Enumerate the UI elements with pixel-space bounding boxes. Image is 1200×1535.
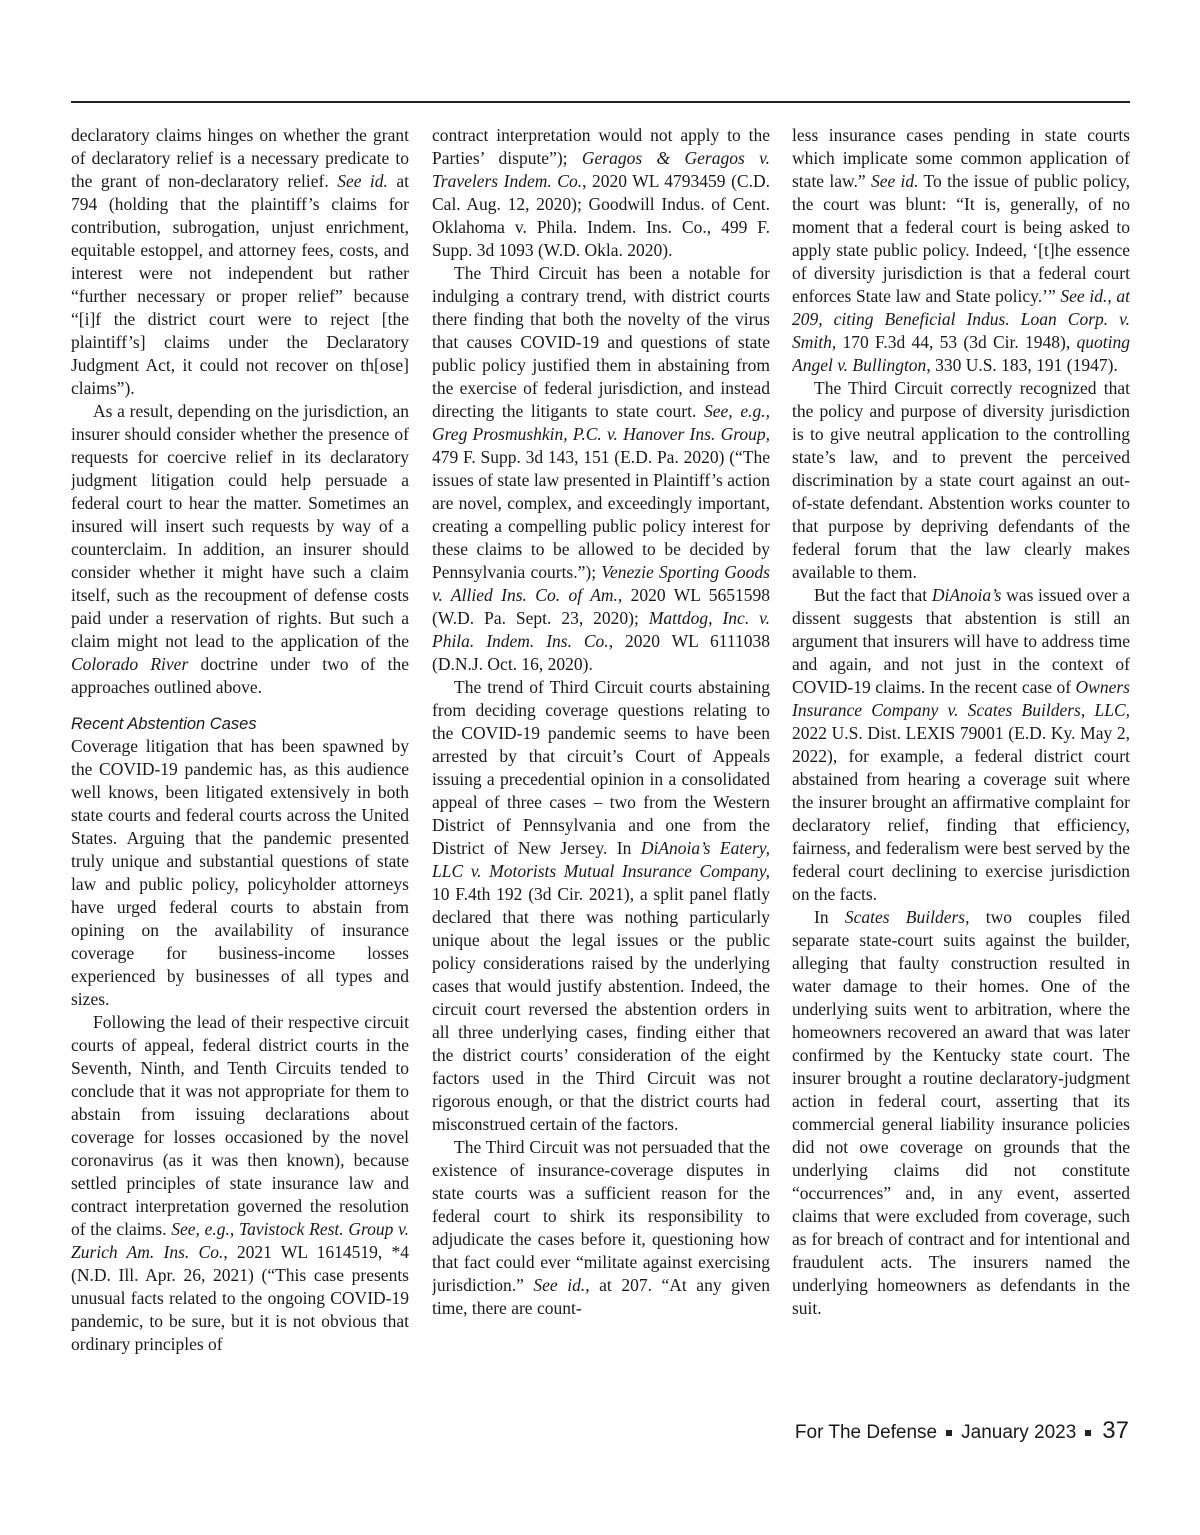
text-run: But the fact that	[814, 585, 932, 605]
citation-text: Mattdog, Inc. v. Phila. Indem. Ins. Co.	[432, 608, 770, 651]
paragraph	[792, 906, 1130, 1320]
text-run: As a result, depending on the jurisdiction, an insurer should consider whether the presence of requests for coercive relief in its declaratory judgment litigation could help persuade a federal court to hear the matter. Sometimes an insured will insert such requests by way of a counterclaim. In addition, an insurer should consider whether it might have such a claim itself, such as the recoupment of defense costs paid under a reservation of rights. But such a claim might not lead to the application of the	[71, 401, 409, 651]
paragraph	[71, 735, 409, 1011]
text-run: at 794 (holding that the plaintiff’s claims for contribution, subrogation, unjust enrichment, equitable estoppel, and attorney fees, costs, and interest were not independent but rather “further necessary or proper relief” because “[i]f the district court were to reject [the plaintiff’s] claims under the Declaratory Judgment Act, it could not recover on th[ose] claims”).	[71, 171, 409, 398]
text-run: The Third Circuit correctly recognized that the policy and purpose of diversity jurisdiction is to give neutral application to the controlling state’s law, and to prevent the perceived discrimination by a state court against an out-of-state defendant. Abstention works counter to that purpose by depriving defendants of the federal forum that the law clearly makes available to them.	[792, 378, 1130, 582]
paragraph	[432, 262, 770, 676]
paragraph	[792, 584, 1130, 906]
text-run: Following the lead of their respective circuit courts of appeal, federal district courts in the Seventh, Ninth, and Tenth Circuits tended to conclude that it was not appropriate for them to abstain from issuing declarations about coverage for losses occasioned by the novel coronavirus (as it was then known), because settled principles of state insurance law and contract interpretation governed the resolution of the claims.	[71, 1012, 409, 1239]
paragraph	[71, 400, 409, 699]
text-run: The Third Circuit was not persuaded that the existence of insurance-coverage disputes in state courts was a sufficient reason for the federal court to shirk its responsibility to adjudicate the cases before it, questioning how that fact could ever “militate against exercising jurisdiction.”	[432, 1137, 770, 1295]
text-run: two couples filed separate state-court suits against the builder, alleging that faulty construction resulted in water damage to their homes. One of the underlying suits went to arbitration, where the homeowners recovered an award that was later confirmed by the Kentucky state court. The insurer brought a routine declaratory-judgment action in federal court, asserting that its commercial general liability insurance policies did not owe coverage on grounds that the underlying claims did not constitute “occurrences” and, in any event, asserted claims that were excluded from coverage, such as for breach of contract and for intentional and fraudulent acts. The insurers named the underlying homeowners as defendants in the suit.	[792, 907, 1130, 1318]
text-column-3	[792, 124, 1130, 1414]
text-run: , 2020 WL 4793459 (C.D. Cal. Aug. 12, 2020); Goodwill Indus. of Cent. Oklahoma v. Phila. Indem. Ins. Co., 499 F. Supp. 3d 1093 (W.D. Okla. 2020).	[432, 171, 770, 260]
text-run: The Third Circuit has been a notable for indulging a contrary trend, with district courts there finding that both the novelty of the virus that causes COVID-19 and questions of state public policy justified them in abstaining from the exercise of federal jurisdiction, and instead directing the litigants to state court.	[432, 263, 770, 421]
citation-text: quoting Angel v. Bullington	[792, 332, 1130, 375]
citation-text: Colorado River	[71, 654, 189, 674]
citation-text: Venezie Sporting Goods v. Allied Ins. Co. of Am.	[432, 562, 770, 605]
footer-separator	[1085, 1430, 1091, 1436]
paragraph	[432, 676, 770, 1136]
text-run: Coverage litigation that has been spawned by the COVID-19 pandemic has, as this audience well knows, been litigated extensively in both state courts and federal courts across the United States. Arguing that the pandemic presented truly unique and substantial questions of state law and public policy, policyholder attorneys have urged federal courts to abstain from opining on the availability of insurance coverage for business-income losses experienced by businesses of all types and sizes.	[71, 736, 409, 1009]
citation-text: See id.	[337, 171, 388, 191]
citation-text: Geragos & Geragos v. Travelers Indem. Co.	[432, 148, 770, 191]
citation-text: Scates Builders,	[844, 907, 970, 927]
text-run: The trend of Third Circuit courts abstaining from deciding coverage questions relating to the COVID-19 pandemic seems to have been arrested by that circuit’s Court of Appeals issuing a precedential opinion in a consolidated appeal of three cases – two from the Western District of Pennsylvania and one from the District of New Jersey. In	[432, 677, 770, 858]
paragraph	[71, 1011, 409, 1356]
citation-text: DiAnoia’s	[931, 585, 1002, 605]
footer-separator	[946, 1430, 952, 1436]
footer-issue: January 2023	[961, 1422, 1077, 1443]
text-run: , at 207. “At any given time, there are count-	[432, 1275, 770, 1318]
paragraph	[792, 377, 1130, 584]
citation-text: Owners Insurance Company v. Scates Builders, LLC,	[792, 677, 1130, 720]
text-run: declaratory claims hinges on whether the grant of declaratory relief is a necessary predicate to the grant of non-declaratory relief.	[71, 125, 409, 191]
text-run: 2022 U.S. Dist. LEXIS 79001 (E.D. Ky. May 2, 2022), for example, a federal district court abstained from hearing a coverage suit where the insurer brought an affirmative complaint for declaratory relief, finding that efficiency, fairness, and federalism were best served by the federal court declining to exercise jurisdiction on the facts.	[792, 723, 1130, 904]
text-run: doctrine under two of the approaches outlined above.	[71, 654, 409, 697]
page-number: 37	[1102, 1417, 1129, 1444]
text-run: , 330 U.S. 183, 191 (1947).	[926, 355, 1118, 375]
citation-text: DiAnoia’s Eatery, LLC v. Motorists Mutual Insurance Company,	[432, 838, 770, 881]
text-run: In	[814, 907, 845, 927]
text-column-1	[71, 124, 409, 1414]
header-rule	[71, 101, 1130, 103]
paragraph	[432, 1136, 770, 1320]
footer-publication: For The Defense	[794, 1422, 938, 1443]
text-run: , 2021 WL 1614519, *4 (N.D. Ill. Apr. 26, 2021) (“This case presents unusual facts related to the ongoing COVID-19 pandemic, to be sure, but it is not obvious that ordinary principles of	[71, 1242, 409, 1354]
text-run: , 2020 WL 6111038 (D.N.J. Oct. 16, 2020).	[432, 631, 770, 674]
page-footer	[795, 1418, 1129, 1446]
text-run: 10 F.4th 192 (3d Cir. 2021), a split panel flatly declared that there was nothing particularly unique about the legal issues or the public policy considerations raised by the underlying cases that would justify abstention. Indeed, the circuit court reversed the abstention orders in all three underlying cases, finding either that the district courts’ consideration of the eight factors used in the Third Circuit was not rigorous enough, or that the district courts had misconstrued certain of the factors.	[432, 884, 770, 1134]
text-column-2	[432, 124, 770, 1414]
text-run: 170 F.3d 44, 53 (3d Cir. 1948),	[836, 332, 1077, 352]
text-run: , 2020 WL 5651598 (W.D. Pa. Sept. 23, 2020);	[432, 585, 770, 628]
citation-text: See, e.g., Greg Prosmushkin, P.C. v. Hanover Ins. Group,	[432, 401, 770, 444]
paragraph	[432, 124, 770, 262]
section-heading	[71, 713, 409, 735]
text-run: contract interpretation would not apply to the Parties’ dispute”);	[432, 125, 770, 168]
citation-text: See, e.g., Tavistock Rest. Group v. Zurich Am. Ins. Co.	[71, 1219, 409, 1262]
citation-text: See id.	[870, 171, 919, 191]
citation-text: See id., at 209, citing Beneficial Indus. Loan Corp. v. Smith,	[792, 286, 1130, 352]
text-run: 479 F. Supp. 3d 143, 151 (E.D. Pa. 2020) (“The issues of state law presented in Plaintiff’s action are novel, complex, and exceedingly important, creating a compelling public policy interest for these claims to be allowed to be decided by Pennsylvania courts.”);	[432, 447, 770, 582]
citation-text: See id.	[533, 1275, 586, 1295]
text-run: was issued over a dissent suggests that abstention is still an argument that insurers will have to address time and again, and not just in the context of COVID-19 claims. In the recent case of	[792, 585, 1130, 697]
text-run: To the issue of public policy, the court was blunt: “It is, generally, of no moment that a federal court is being asked to apply state public policy. Indeed, ‘[t]he essence of diversity jurisdiction is that a federal court enforces State law and State policy.’”	[792, 171, 1130, 306]
paragraph	[792, 124, 1130, 377]
text-run: less insurance cases pending in state courts which implicate some common application of state law.”	[792, 125, 1130, 191]
text-run: Recent Abstention Cases	[71, 715, 257, 733]
paragraph	[71, 124, 409, 400]
